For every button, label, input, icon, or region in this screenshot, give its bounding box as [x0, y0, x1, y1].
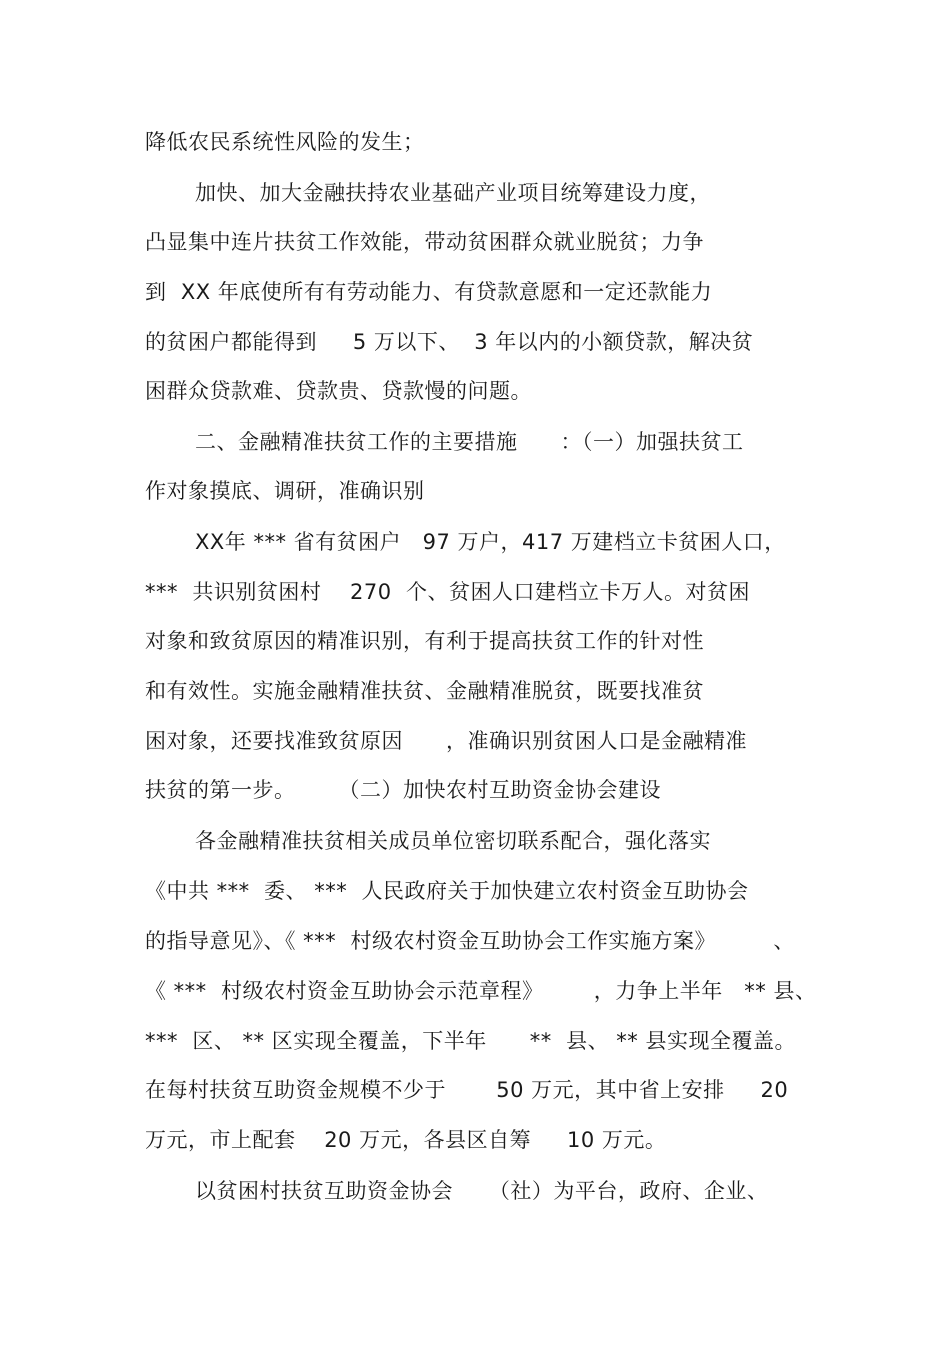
text-line-14: 扶贫的第一步。 （二）加快农村互助资金协会建设 [145, 778, 662, 802]
text-line-16: 《中共 *** 委、 *** 人民政府关于加快建立农村资金互助协会 [145, 879, 749, 903]
text-line-8: 作对象摸底、调研，准确识别 [145, 479, 425, 503]
text-line-15: 各金融精准扶贫相关成员单位密切联系配合，强化落实 [195, 829, 711, 853]
text-line-20: 在每村扶贫互助资金规模不少于 50 万元，其中省上安排 20 [145, 1078, 789, 1102]
text-line-1: 降低农民系统性风险的发生； [145, 130, 425, 154]
text-line-9: XX年 *** 省有贫困户 97 万户，417 万建档立卡贫困人口， [195, 530, 786, 554]
text-line-12: 和有效性。实施金融精准扶贫、金融精准脱贫，既要找准贫 [145, 679, 704, 703]
text-line-6: 困群众贷款难、贷款贵、贷款慢的问题。 [145, 379, 532, 403]
text-line-22: 以贫困村扶贫互助资金协会 （社）为平台，政府、企业、 [195, 1179, 769, 1203]
text-line-5: 的贫困户都能得到 5 万以下、 3 年以内的小额贷款，解决贫 [145, 330, 754, 354]
text-line-7: 二、金融精准扶贫工作的主要措施 ：（一）加强扶贫工 [195, 430, 744, 454]
text-line-10: *** 共识别贫困村 270 个、贫困人口建档立卡万人。对贫困 [145, 580, 750, 604]
text-line-18: 《 *** 村级农村资金互助协会示范章程》 ，力争上半年 ** 县、 [145, 979, 817, 1003]
text-line-19: *** 区、 ** 区实现全覆盖，下半年 ** 县、 ** 县实现全覆盖。 [145, 1029, 796, 1053]
text-line-21: 万元，市上配套 20 万元，各县区自筹 10 万元。 [145, 1128, 667, 1152]
text-line-13: 困对象，还要找准致贫原因 ，准确识别贫困人口是金融精准 [145, 729, 748, 753]
text-line-17: 的指导意见》、《 *** 村级农村资金互助协会工作实施方案》 、 [145, 929, 795, 953]
text-line-2: 加快、加大金融扶持农业基础产业项目统筹建设力度， [195, 181, 711, 205]
text-line-3: 凸显集中连片扶贫工作效能，带动贫困群众就业脱贫；力争 [145, 230, 704, 254]
text-line-4: 到 XX 年底使所有有劳动能力、有贷款意愿和一定还款能力 [145, 280, 713, 304]
text-line-11: 对象和致贫原因的精准识别，有利于提高扶贫工作的针对性 [145, 629, 704, 653]
